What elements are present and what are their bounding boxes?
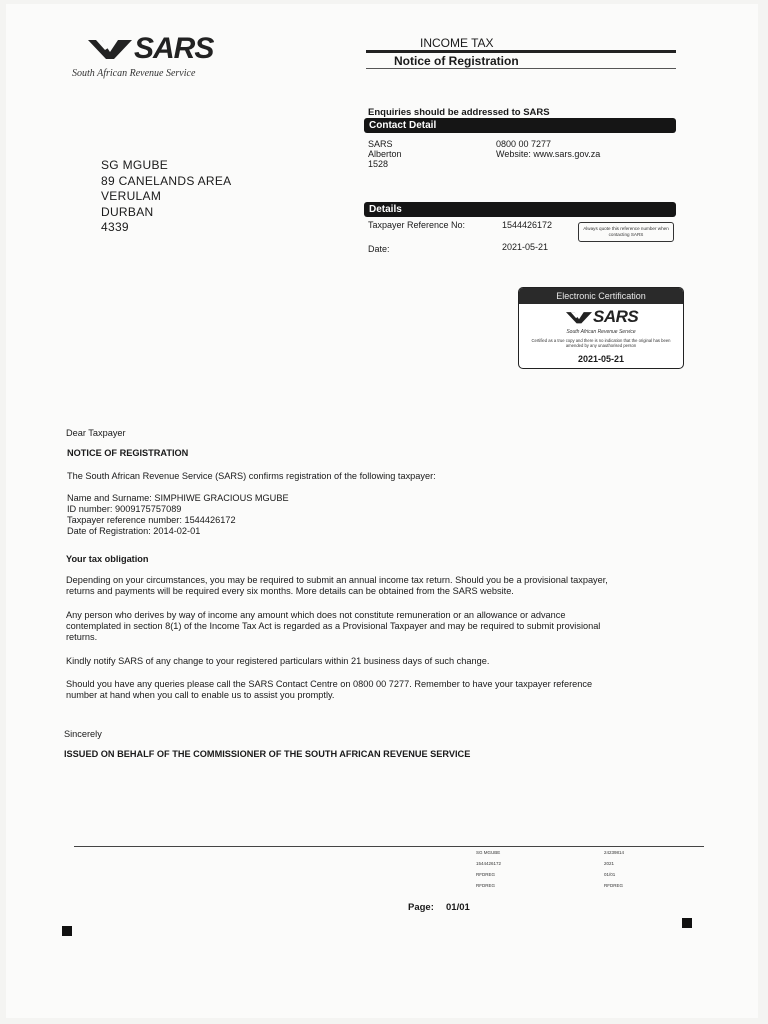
salutation: Dear Taxpayer <box>66 428 126 438</box>
recipient-address <box>101 158 232 236</box>
contact-address <box>368 139 402 169</box>
paragraph-line: Any person who derives by way of income any amount which does not constitute remuneration or an allowance or advance <box>66 610 566 620</box>
intro-paragraph: The South African Revenue Service (SARS) confirms registration of the following taxpayer: <box>67 471 436 481</box>
certification-logo-wordmark: SARS <box>593 307 639 326</box>
document-title: Notice of Registration <box>394 54 519 68</box>
obligation-paragraph <box>66 575 678 597</box>
contact-org: SARS <box>368 139 393 149</box>
paragraph-line: returns. <box>66 632 98 642</box>
address-line: 89 CANELANDS AREA <box>101 173 232 188</box>
electronic-certification-stamp <box>518 287 684 369</box>
scan-registration-mark-left <box>62 926 72 936</box>
footer-code: 01/01 <box>604 872 616 877</box>
notice-page <box>6 4 758 1018</box>
contact-detail-heading: Contact Detail <box>364 118 676 133</box>
paragraph-line: number at hand when you call to enable us to assist you promptly. <box>66 690 335 700</box>
paragraph-line: Should you have any queries please call the SARS Contact Centre on 0800 00 7277. Remember to have your taxpayer reference <box>66 679 593 689</box>
certification-heading: Electronic Certification <box>519 288 683 304</box>
closing: Sincerely <box>64 729 102 739</box>
certification-date: 2021-05-21 <box>577 354 625 364</box>
address-line: 4339 <box>101 220 129 234</box>
contact-channels <box>496 139 600 159</box>
footer-code: RFDREG <box>476 872 495 877</box>
sars-chevron-icon <box>88 38 132 60</box>
paragraph-line: returns and payments will be required every six months. More details can be obtained from the SARS website. <box>66 586 514 596</box>
footer-code: RFDREG <box>604 883 623 888</box>
taxpayer-ref-label: Taxpayer Reference No: <box>368 220 466 230</box>
footer-rule <box>74 846 704 847</box>
sars-chevron-icon <box>565 311 593 324</box>
footer-code: 24239814 <box>604 850 625 855</box>
address-line: SG MGUBE <box>101 158 169 172</box>
details-heading: Details <box>364 202 676 217</box>
quote-reference-note: Always quote this reference number when contacting SARS <box>578 222 674 242</box>
taxpayer-ref-value: 1544426172 <box>502 220 553 230</box>
title-underline <box>366 68 676 69</box>
paragraph-line: contemplated in section 8(1) of the Income Tax Act is regarded as a Provisional Taxpayer and may be required to submit provisional <box>66 621 601 631</box>
logo-tagline: South African Revenue Service <box>72 68 196 79</box>
field-taxpayer-reference: Taxpayer reference number: 1544426172 <box>67 515 236 525</box>
contact-website: Website: www.sars.gov.za <box>496 149 601 159</box>
footer-code: SG MGUBE <box>476 850 501 855</box>
contact-phone: 0800 00 7277 <box>496 139 552 149</box>
certification-logo-tagline: South African Revenue Service <box>566 329 636 335</box>
queries-paragraph <box>66 679 678 701</box>
paragraph-line: Depending on your circumstances, you may be required to submit an annual income tax return. Should you be a provisional taxpayer, <box>66 575 608 585</box>
footer-codes-right <box>604 850 624 888</box>
enquiries-note: Enquiries should be addressed to SARS <box>368 107 550 118</box>
taxpayer-fields <box>67 493 289 537</box>
page-label: Page: <box>408 902 434 913</box>
logo-wordmark: SARS <box>134 32 214 65</box>
footer-code: RFDREG <box>476 883 495 888</box>
field-name: Name and Surname: SIMPHIWE GRACIOUS MGUBE <box>67 493 289 503</box>
issuer-line: ISSUED ON BEHALF OF THE COMMISSIONER OF THE SOUTH AFRICAN REVENUE SERVICE <box>64 749 471 759</box>
footer-code: 1544426172 <box>476 861 502 866</box>
date-value: 2021-05-21 <box>502 242 549 252</box>
letter-heading: NOTICE OF REGISTRATION <box>67 448 189 458</box>
sars-logo <box>72 32 242 84</box>
title-rule <box>366 50 676 53</box>
contact-postal-code: 1528 <box>368 159 389 169</box>
footer-codes-left <box>476 850 501 888</box>
notify-change-paragraph: Kindly notify SARS of any change to your registered particulars within 21 business days of such change. <box>66 656 490 666</box>
document-type: INCOME TAX <box>420 36 494 50</box>
contact-city: Alberton <box>368 149 402 159</box>
page-number: 01/01 <box>446 902 470 913</box>
certification-fine-print: Certified as a true copy and there is no indication that the original has been amended by any unauthorised person <box>531 338 671 348</box>
address-line: DURBAN <box>101 204 154 219</box>
field-id-number: ID number: 9009175757089 <box>67 504 182 514</box>
scan-registration-mark-right <box>682 918 692 928</box>
field-registration-date: Date of Registration: 2014-02-01 <box>67 526 201 536</box>
date-label: Date: <box>368 244 390 254</box>
footer-code: 2021 <box>604 861 615 866</box>
provisional-taxpayer-paragraph <box>66 610 678 643</box>
obligation-heading: Your tax obligation <box>66 554 149 564</box>
address-line: VERULAM <box>101 189 162 203</box>
